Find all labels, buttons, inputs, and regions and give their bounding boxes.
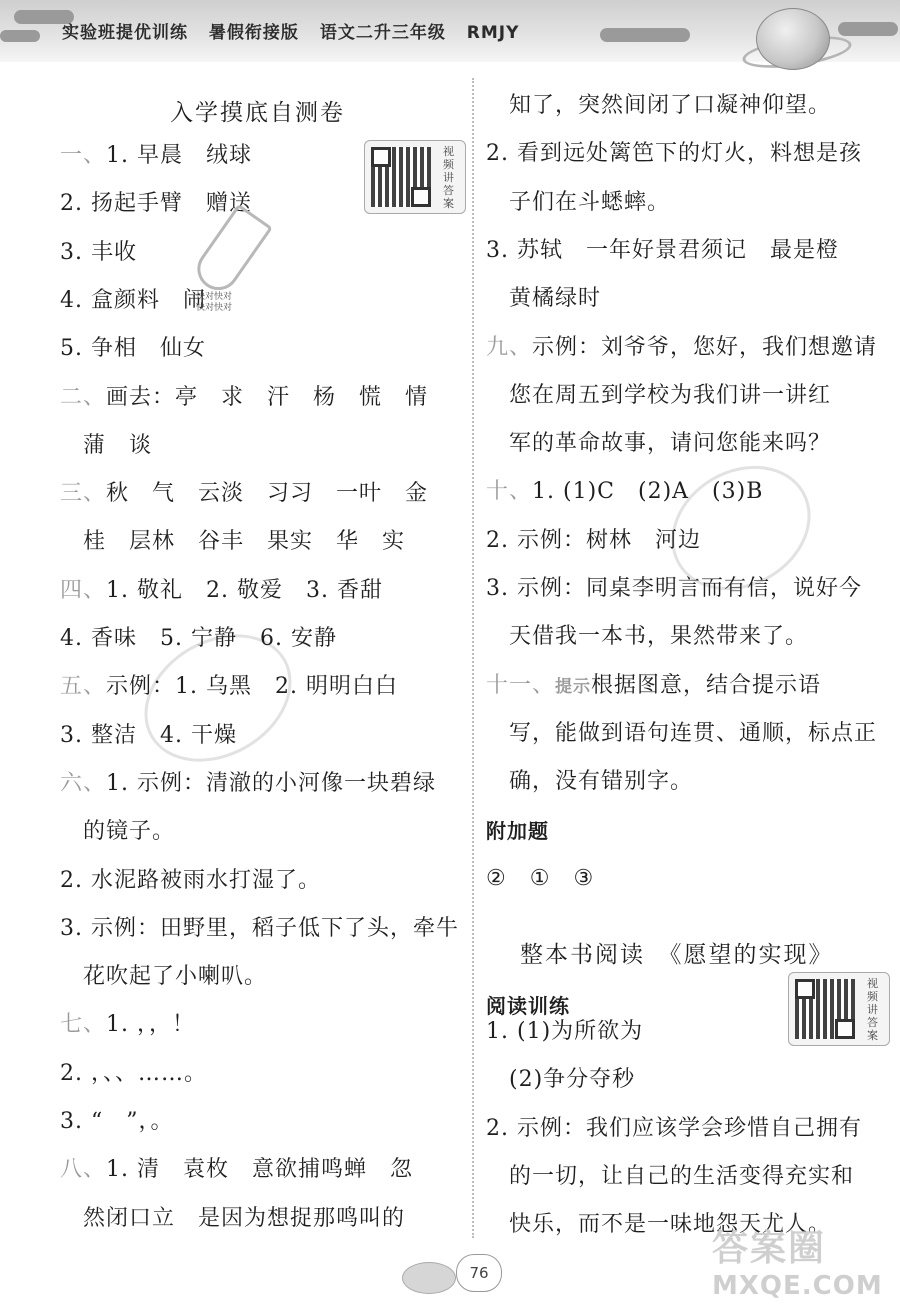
hint-label: 提示 <box>555 676 592 697</box>
qr-label: 视频讲答案 <box>443 145 454 210</box>
answer-text: 黄橘绿时 <box>486 286 602 312</box>
answer-text: (2)争分夺秒 <box>486 1067 636 1093</box>
answer-text: 1. (1)为所欲为 <box>486 1019 644 1044</box>
answer-text: 1. 敬礼 2. 敬爱 3. 香甜 <box>106 577 383 603</box>
answer-text: 3. 示例：田野里，稻子低下了头，牵牛 <box>60 915 459 941</box>
answer-text: 您在周五到学校为我们讲一讲红 <box>486 382 832 408</box>
answer-text: 示例：刘爷爷，您好，我们想邀请 <box>532 334 878 360</box>
question-number: 六、 <box>60 770 107 796</box>
answer-line <box>486 517 701 565</box>
answer-line <box>60 1001 195 1049</box>
answer-line <box>486 1008 643 1056</box>
answer-text: ② ① ③ <box>486 865 595 891</box>
series-name: 实验班提优训练 <box>62 23 188 43</box>
publisher-code: RMJY <box>466 23 520 43</box>
answer-text: 花吹起了小喇叭。 <box>60 964 268 990</box>
reading-training-heading: 阅读训练 <box>486 994 570 1018</box>
carrot-caption-line: 快对快对 <box>196 303 233 313</box>
answer-line <box>486 613 808 661</box>
answer-text: 的镜子。 <box>60 819 176 845</box>
question-number: 四、 <box>60 577 107 603</box>
qr-code-video-answer[interactable] <box>364 140 466 214</box>
carrot-caption-line: 快对快对 <box>196 292 233 302</box>
answer-text: 写，能做到语句连贯、通顺，标点正 <box>486 720 878 746</box>
answer-line <box>60 325 206 373</box>
answer-line <box>486 662 821 710</box>
page-header <box>0 0 900 62</box>
answer-text: 桂 层林 谷丰 果实 华 实 <box>60 529 406 555</box>
answer-text: 附加题 <box>486 818 549 843</box>
answer-line <box>486 372 831 420</box>
site-watermark-cn: 答案圈 <box>712 1228 827 1269</box>
answer-line <box>60 663 398 711</box>
qr-code-icon <box>795 979 855 1039</box>
answer-line <box>486 758 693 806</box>
answer-line <box>60 470 428 518</box>
answer-text: 的一切，让自己的生活变得充实和 <box>486 1163 855 1189</box>
answer-line <box>486 468 763 516</box>
answer-line <box>486 420 831 468</box>
answer-line <box>60 374 428 422</box>
answer-text: 3. “ ”，。 <box>60 1109 174 1134</box>
answer-line <box>60 518 405 566</box>
answer-line <box>60 180 252 228</box>
answer-text: 确，没有错别字。 <box>486 769 694 795</box>
question-number: 二、 <box>60 384 107 410</box>
answer-text: 1. 清 袁枚 意欲捕鸣蝉 忽 <box>106 1157 413 1183</box>
header-title <box>62 18 533 43</box>
answer-line <box>60 857 321 905</box>
answer-text: 蒲 谈 <box>60 432 153 458</box>
answer-text: 示例：1. 乌黑 2. 明明白白 <box>106 674 398 700</box>
answer-line <box>486 807 549 855</box>
answer-line <box>486 1056 635 1104</box>
answer-text: 2. 扬起手臂 赠送 <box>60 191 252 217</box>
answer-line <box>60 567 383 615</box>
question-number: 一、 <box>60 143 107 168</box>
answer-line <box>486 275 601 323</box>
answer-line <box>486 1105 862 1153</box>
question-number: 五、 <box>60 674 107 700</box>
site-watermark <box>712 1220 892 1308</box>
answer-line <box>60 712 237 760</box>
answer-text: 天借我一本书，果然带来了。 <box>486 624 809 650</box>
answer-line <box>486 710 877 758</box>
answer-text: 2. 示例：我们应该学会珍惜自己拥有 <box>486 1115 862 1141</box>
answer-text: 知了，突然间闭了口凝神仰望。 <box>486 93 832 118</box>
answer-text: 3. 苏轼 一年好景君须记 最是橙 <box>486 237 839 263</box>
answer-line <box>60 760 436 808</box>
answer-text: 5. 争相 仙女 <box>60 336 206 362</box>
question-number: 九、 <box>486 334 533 360</box>
answer-text: 画去：亭 求 汗 杨 慌 情 <box>106 384 429 410</box>
answer-text: 子们在斗蟋蟀。 <box>486 189 671 215</box>
answer-text: 3. 整洁 4. 干燥 <box>60 722 237 748</box>
qr-label: 视频讲答案 <box>867 977 878 1042</box>
answer-text: 快乐，而不是一味地怨天尤人。 <box>486 1212 832 1238</box>
carrot-caption <box>196 292 232 314</box>
section-title: 入学摸底自测卷 <box>170 100 345 126</box>
answer-line <box>60 1050 207 1098</box>
answer-line <box>486 82 831 130</box>
answer-text: 2. 示例：树林 河边 <box>486 527 701 553</box>
answer-text: 1. 早晨 绒球 <box>106 143 252 168</box>
answer-text: 秋 气 云淡 习习 一叶 金 <box>106 481 429 507</box>
answer-line <box>60 1146 413 1194</box>
answer-line <box>60 1195 405 1243</box>
answer-line <box>60 132 252 180</box>
answer-line <box>486 565 862 613</box>
answer-text: 2. 水泥路被雨水打湿了。 <box>60 867 321 893</box>
answer-line <box>486 130 862 178</box>
answer-line <box>486 1153 854 1201</box>
planet-icon <box>756 8 830 70</box>
answer-text: 2. ，、、……。 <box>60 1060 207 1086</box>
answer-text: 3. 丰收 <box>60 239 137 265</box>
answer-text: 根据图意，结合提示语 <box>591 672 822 698</box>
question-number: 三、 <box>60 481 107 507</box>
subject-name: 语文二升三年级 <box>319 23 446 43</box>
answer-text: 2. 看到远处篱笆下的灯火，料想是孩 <box>486 141 862 167</box>
answer-text: 然闭口立 是因为想捉那鸣叫的 <box>60 1205 406 1231</box>
answer-text: 1. ，，！ <box>106 1012 195 1038</box>
answer-line <box>60 905 459 953</box>
answer-text: 1. 示例：清澈的小河像一块碧绿 <box>106 770 436 796</box>
answer-line <box>60 1098 173 1146</box>
site-watermark-url: MXQE.COM <box>712 1271 883 1301</box>
page-number: 76 <box>456 1254 502 1292</box>
answer-line <box>486 179 670 227</box>
answer-line <box>60 229 137 277</box>
answer-text: 1. (1)C (2)A (3)B <box>532 479 764 505</box>
answer-text: 3. 示例：同桌李明言而有信，说好今 <box>486 576 862 601</box>
question-number: 十一、 <box>486 672 556 698</box>
answer-line <box>60 422 152 470</box>
qr-code-video-answer[interactable] <box>788 972 890 1046</box>
cloud-decoration <box>600 28 690 42</box>
answer-line <box>60 615 337 663</box>
answer-line <box>486 324 877 372</box>
answer-line <box>486 855 594 903</box>
book-section-title: 整本书阅读 《愿望的实现》 <box>520 942 834 968</box>
question-number: 十、 <box>486 479 533 505</box>
answer-line <box>486 227 839 275</box>
question-number: 七、 <box>60 1012 107 1038</box>
qr-code-icon <box>371 147 431 207</box>
cloud-decoration <box>838 22 898 36</box>
answer-line <box>60 277 206 325</box>
question-number: 八、 <box>60 1157 107 1183</box>
answer-text: 军的革命故事，请问您能来吗？ <box>486 431 832 457</box>
answer-line <box>60 808 175 856</box>
column-divider <box>472 78 474 1238</box>
fish-decoration-icon <box>402 1262 456 1294</box>
cloud-decoration <box>0 30 40 42</box>
edition-name: 暑假衔接版 <box>208 23 299 43</box>
answer-line <box>60 953 267 1001</box>
answer-text: 4. 香味 5. 宁静 6. 安静 <box>60 626 337 651</box>
answer-text: 4. 盒颜料 闹 <box>60 287 206 313</box>
